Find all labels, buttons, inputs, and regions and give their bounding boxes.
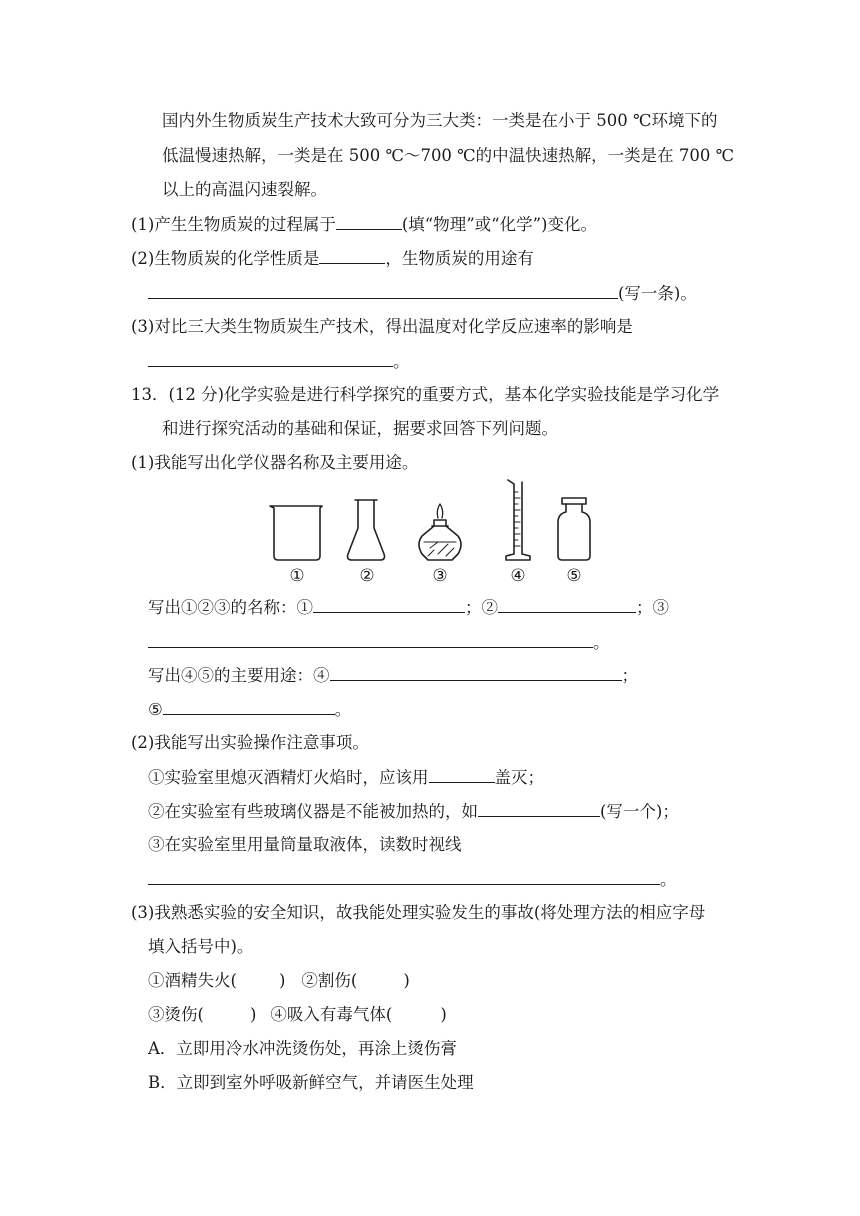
answer-blank-q12-2a[interactable] [319,247,385,264]
q13-part3-line1: (3)我熟悉实验的安全知识，故我能处理实验发生的事故(将处理方法的相应字母 [131,903,706,922]
accident-burn-close: ) [249,1005,257,1024]
lab-instruments-figure [262,478,602,588]
q12-part2-suffix: (写一条)。 [618,284,697,303]
q13-part2-item1-prefix: ①实验室里熄灭酒精灯火焰时，应该用 [148,768,429,787]
answer-blank-use-5[interactable] [163,698,335,715]
q13-uses-prefix: 写出④⑤的主要用途：④ [148,666,330,685]
q12-part1-suffix: (填“物理”或“化学”)变化。 [401,215,597,234]
accident-fire-close: ) [278,971,286,990]
q13-names-line-2 [148,631,610,654]
accident-cut-label: ②割伤( [301,971,358,990]
accident-burn-label: ③烫伤( [148,1005,204,1024]
q12-part1-prefix: (1)产生生物质炭的过程属于 [131,215,336,234]
instruments-drawing [262,478,602,564]
accident-gas-close: ) [440,1005,447,1024]
q13-uses-sep: ； [621,666,638,685]
intro-line-2: 低温慢速热解，一类是在 500 ℃～700 ℃的中温快速热解，一类是在 700 ℃ [162,146,735,165]
q13-part1: (1)我能写出化学仪器名称及主要用途。 [131,453,419,472]
reagent-bottle-icon [558,498,590,560]
conical-flask-icon [348,500,385,560]
answer-blank-q13-2-1[interactable] [429,766,495,783]
intro-line-1: 国内外生物质炭生产技术大致可分为三大类：一类是在小于 500 ℃环境下的 [162,111,718,130]
accident-cut-close: ) [403,971,410,990]
beaker-icon [270,506,322,560]
q13-part2-item2-prefix: ②在实验室有些玻璃仪器是不能被加热的，如 [148,802,478,821]
answer-blank-q12-1[interactable] [336,213,402,230]
q13-heading-line-1: 13．(12 分)化学实验是进行科学探究的重要方式，基本化学实验技能是学习化学 [131,385,720,404]
figure-label-1: ① [289,566,305,586]
q13-part3-line2: 填入括号中)。 [148,937,254,956]
q13-names-line [148,596,669,619]
q13-names-sep2: ；③ [636,598,669,617]
q12-part1 [131,213,597,236]
q12-part2-mid: ，生物质炭的用途有 [385,249,534,268]
answer-blank-q12-3[interactable] [148,350,393,367]
q13-uses-end: 。 [334,700,352,719]
figure-label-4: ④ [510,566,526,586]
q12-part2-prefix: (2)生物质炭的化学性质是 [131,249,320,268]
q12-part3-end: 。 [393,352,410,371]
option-a: A．立即用冷水冲洗烫伤处，再涂上烫伤膏 [148,1039,457,1058]
answer-blank-q13-2-3[interactable] [148,868,660,885]
graduated-cylinder-icon [506,480,530,560]
q13-uses-line-2 [148,698,351,721]
accident-fire-label: ①酒精失火( [148,971,237,990]
q13-uses-line [148,664,638,687]
q13-uses-5-label: ⑤ [148,700,163,719]
answer-blank-q12-2b[interactable] [148,282,618,299]
q13-names-sep1: ；② [465,598,498,617]
q12-part3: (3)对比三大类生物质炭生产技术，得出温度对化学反应速率的影响是 [131,317,633,336]
intro-line-3: 以上的高温闪速裂解。 [162,180,327,199]
option-b: B．立即到室外呼吸新鲜空气，并请医生处理 [148,1073,474,1092]
figure-label-5: ⑤ [566,566,582,586]
answer-blank-q13-2-2[interactable] [478,800,600,817]
q13-part2-item2-suffix: (写一个)； [600,802,679,821]
figure-label-2: ② [359,566,375,586]
answer-blank-name-3[interactable] [148,631,593,648]
q13-names-prefix: 写出①②③的名称：① [148,598,313,617]
q13-part2-item2 [148,800,679,823]
q13-heading-line-2: 和进行探究活动的基础和保证，据要求回答下列问题。 [162,419,558,438]
q13-part2-item1 [148,766,544,789]
q13-part2-item1-suffix: 盖灭； [494,768,544,787]
q12-part2 [131,247,534,270]
figure-label-3: ③ [432,566,448,586]
accident-row-1 [148,970,410,992]
accident-row-2 [148,1004,447,1026]
accident-gas-label: ④吸入有毒气体( [270,1005,393,1024]
alcohol-lamp-icon [419,504,461,560]
answer-blank-name-2[interactable] [498,596,636,613]
q12-part2-line2 [148,282,697,305]
q13-part2: (2)我能写出实验操作注意事项。 [131,733,369,752]
q13-part2-item3-line2 [148,868,677,891]
q12-part3-line2 [148,350,410,373]
answer-blank-use-4[interactable] [330,664,622,681]
q13-part2-item3: ③在实验室里用量筒量取液体，读数时视线 [148,835,462,854]
q13-part2-item3-end: 。 [660,870,677,889]
q13-names-end: 。 [593,633,610,652]
answer-blank-name-1[interactable] [313,596,465,613]
